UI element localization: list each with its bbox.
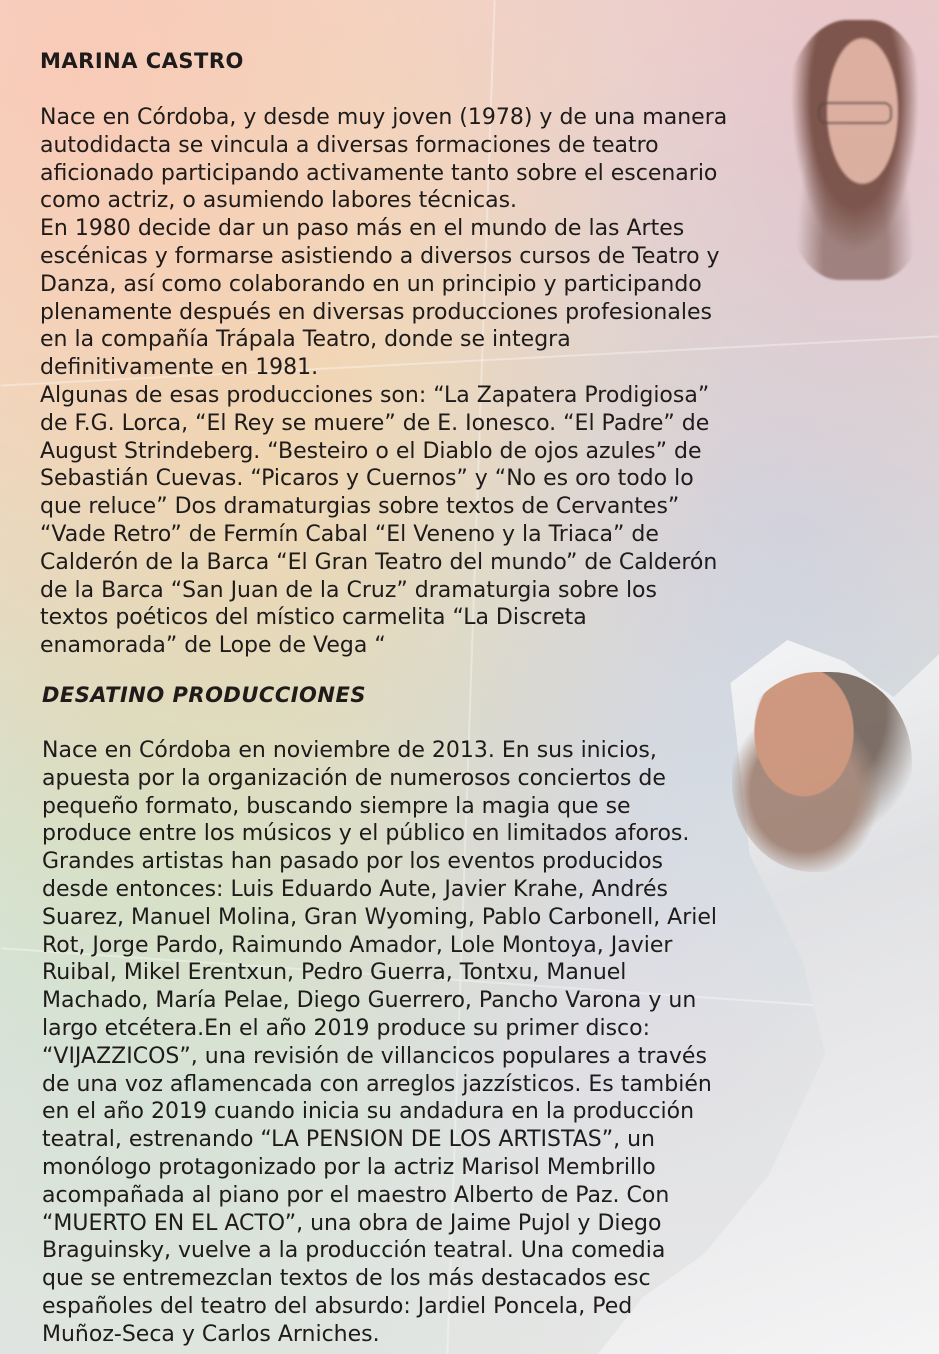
section-title: DESATINO PRODUCCIONES xyxy=(42,683,366,707)
section-marina-castro xyxy=(40,46,810,660)
glasses-detail xyxy=(818,102,892,124)
section-body: Nace en Córdoba, y desde muy joven (1978) y de una manera autodidacta se vincula a diversas formaciones de teatro aficionado participando activamente tanto sobre el escenario como actriz, o asumiendo labores técnicas. En 1980 decide dar un paso más en el mundo de las Artes escénicas y formarse asistiendo a diversos cursos de Teatro y Danza, así como colaborando en un principio y participando plenamente después en diversas producciones profesionales en la compañía Trápala Teatro, donde se integra definitivamente en 1981. Algunas de esas producciones son: “La Zapatera Prodigiosa” de F.G. Lorca, “El Rey se muere” de E. Ionesco. “El Padre” de August Strindeberg. “Besteiro o el Diablo de ojos azules” de Sebastián Cuevas. “Picaros y Cuernos” y “No es oro todo lo que reluce” Dos dramaturgias sobre textos de Cervantes” “Vade Retro” de Fermín Cabal “El Veneno y la Triaca” de Calderón de la Barca “El Gran Teatro del mundo” de Calderón de la Barca “San Juan de la Cruz” dramaturgia sobre los textos poéticos del místico carmelita “La Discreta enamorada” de Lope de Vega “ xyxy=(40,105,728,659)
section-desatino-producciones xyxy=(42,680,812,1349)
section-body: Nace en Córdoba en noviembre de 2013. En sus inicios, apuesta por la organización de numerosos conciertos de pequeño formato, buscando siempre la magia que se produce entre los músicos y el público en limitados aforos. Grandes artistas han pasado por los eventos producidos desde entonces: Luis Eduardo Aute, Javier Krahe, Andrés Suarez, Manuel Molina, Gran Wyoming, Pablo Carbonell, Ariel Rot, Jorge Pardo, Raimundo Amador, Lole Montoya, Javier Ruibal, Mikel Erentxun, Pedro Guerra, Tontxu, Manuel Machado, María Pelae, Diego Guerrero, Pancho Varona y un largo etcétera.En el año 2019 produce su primer disco: “VIJAZZICOS”, una revisión de villancicos populares a través de una voz aflamencada con arreglos jazzísticos. Es también en el año 2019 cuando inicia su andadura en la producción teatral, estrenando “LA PENSION DE LOS ARTISTAS”, un monólogo protagonizado por la actriz Marisol Membrillo acompañada al piano por el maestro Alberto de Paz. Con “MUERTO EN EL ACTO”, una obra de Jaime Pujol y Diego Braguinsky, vuelve a la producción teatral. Una comedia que se entremezclan textos de los más destacados esc españoles del teatro del absurdo: Jardiel Poncela, Ped Muñoz-Seca y Carlos Arniches. xyxy=(42,738,718,1347)
section-title: MARINA CASTRO xyxy=(40,49,244,73)
